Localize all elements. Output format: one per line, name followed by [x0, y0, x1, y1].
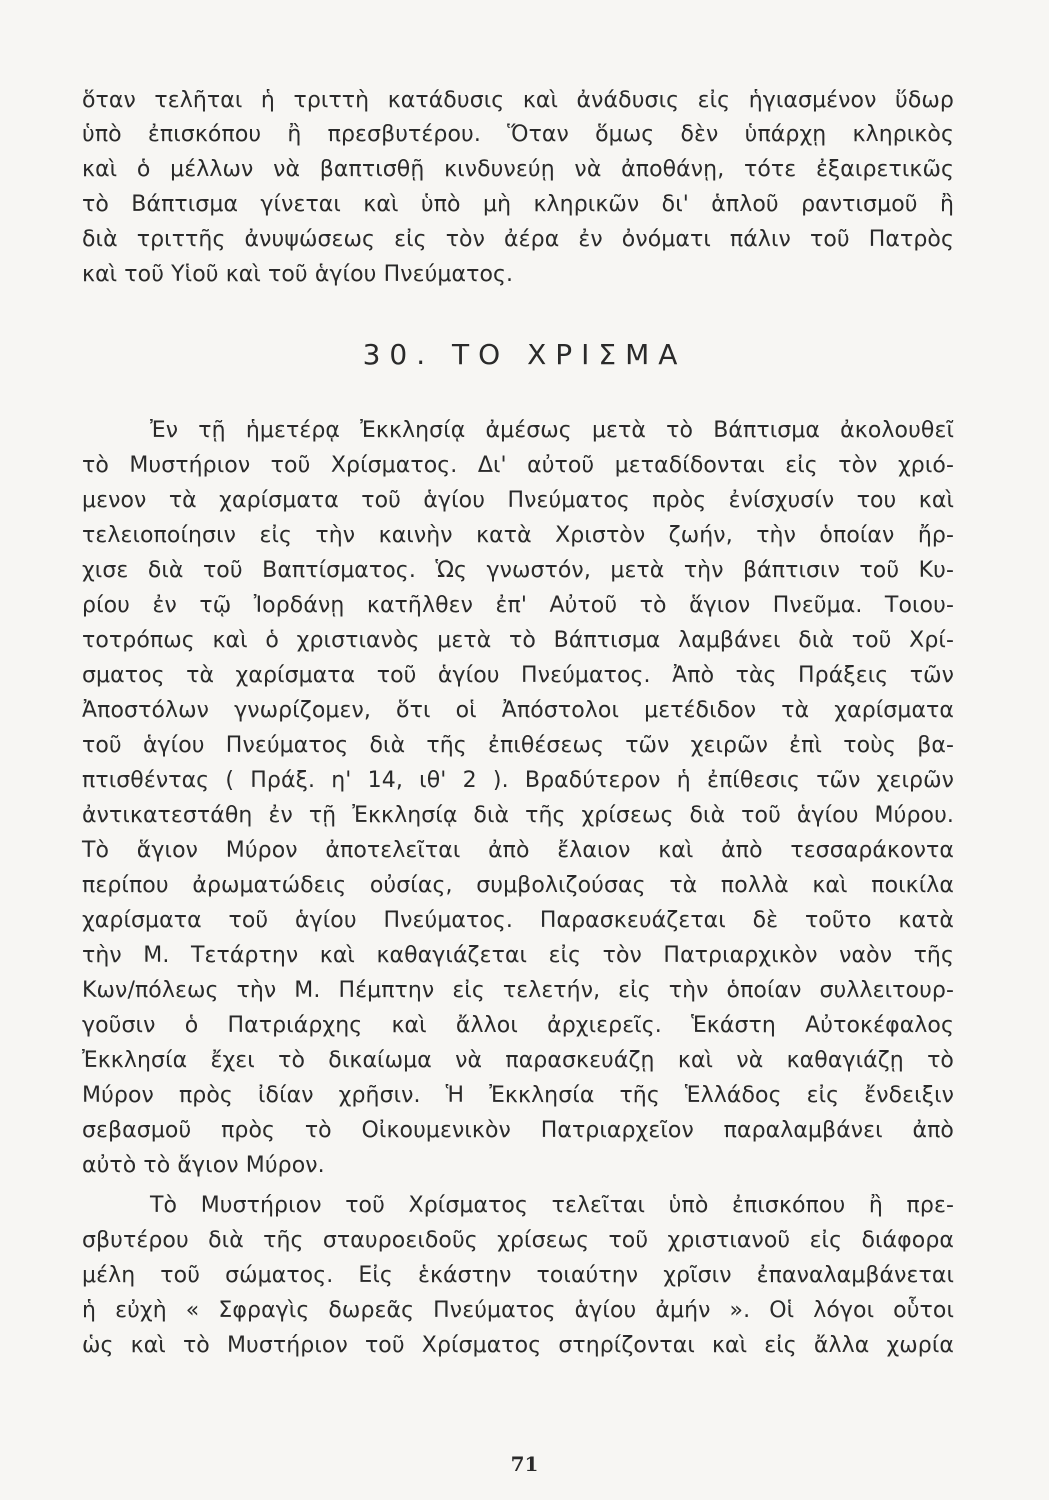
text-line: ὡς καὶ τὸ Μυστήριον τοῦ Χρίσματος στηρίζονται καὶ εἰς ἄλλα χωρία	[82, 1333, 954, 1358]
text-line: χαρίσματα τοῦ ἁγίου Πνεύματος. Παρασκευάζεται δὲ τοῦτο κατὰ	[82, 908, 954, 933]
text-line: καὶ ὁ μέλλων νὰ βαπτισθῇ κινδυνεύῃ νὰ ἀποθάνῃ, τότε ἐξαιρετικῶς	[82, 157, 954, 182]
text-line: ἀντικατεστάθη ἐν τῇ Ἐκκλησίᾳ διὰ τῆς χρίσεως διὰ τοῦ ἁγίου Μύρου.	[82, 803, 954, 828]
text-line: πτισθέντας ( Πράξ. η' 14, ιθ' 2 ). Βραδύτερον ἡ ἐπίθεσις τῶν χειρῶν	[82, 768, 954, 793]
text-line: τελειοποίησιν εἰς τὴν καινὴν κατὰ Χριστὸν ζωήν, τὴν ὁποίαν ἤρ-	[82, 523, 954, 548]
text-line: μενον τὰ χαρίσματα τοῦ ἁγίου Πνεύματος πρὸς ἐνίσχυσίν του καὶ	[82, 488, 954, 513]
text-line: Ἀποστόλων γνωρίζομεν, ὅτι οἱ Ἀπόστολοι μετέδιδον τὰ χαρίσματα	[82, 698, 954, 723]
text-line: χισε διὰ τοῦ Βαπτίσματος. Ὡς γνωστόν, μετὰ τὴν βάπτισιν τοῦ Κυ-	[82, 558, 954, 583]
text-line: Ἐκκλησία ἔχει τὸ δικαίωμα νὰ παρασκευάζῃ καὶ νὰ καθαγιάζῃ τὸ	[82, 1048, 954, 1073]
text-line: ὅταν τελῆται ἡ τριττὴ κατάδυσις καὶ ἀνάδυσις εἰς ἡγιασμένον ὕδωρ	[82, 88, 954, 113]
section-title: 30. ΤΟ ΧΡΙΣΜΑ	[362, 338, 687, 371]
text-line: ὑπὸ ἐπισκόπου ἢ πρεσβυτέρου. Ὅταν ὅμως δὲν ὑπάρχῃ κληρικὸς	[82, 122, 954, 147]
text-line: τὸ Μυστήριον τοῦ Χρίσματος. Δι' αὐτοῦ μεταδίδονται εἰς τὸν χριό-	[82, 453, 954, 478]
text-line: τὸ Βάπτισμα γίνεται καὶ ὑπὸ μὴ κληρικῶν δι' ἁπλοῦ ραντισμοῦ ἢ	[82, 192, 954, 217]
text-line: Μύρον πρὸς ἰδίαν χρῆσιν. Ἡ Ἐκκλησία τῆς Ἑλλάδος εἰς ἔνδειξιν	[82, 1083, 954, 1108]
text-line: τοῦ ἁγίου Πνεύματος διὰ τῆς ἐπιθέσεως τῶν χειρῶν ἐπὶ τοὺς βα-	[82, 733, 954, 758]
page-number: 71	[510, 1452, 539, 1476]
text-line: ρίου ἐν τῷ Ἰορδάνῃ κατῆλθεν ἐπ' Αὐτοῦ τὸ ἅγιον Πνεῦμα. Τοιου-	[82, 593, 954, 618]
text-line: Τὸ ἅγιον Μύρον ἀποτελεῖται ἀπὸ ἔλαιον καὶ ἀπὸ τεσσαράκοντα	[82, 838, 954, 863]
text-line: γοῦσιν ὁ Πατριάρχης καὶ ἄλλοι ἀρχιερεῖς. Ἑκάστη Αὐτοκέφαλος	[82, 1013, 954, 1038]
text-line: τὴν Μ. Τετάρτην καὶ καθαγιάζεται εἰς τὸν Πατριαρχικὸν ναὸν τῆς	[82, 943, 954, 968]
text-line: καὶ τοῦ Υἱοῦ καὶ τοῦ ἁγίου Πνεύματος.	[82, 262, 514, 287]
text-line: σβυτέρου διὰ τῆς σταυροειδοῦς χρίσεως τοῦ χριστιανοῦ εἰς διάφορα	[82, 1228, 954, 1253]
text-line: περίπου ἀρωματώδεις οὐσίας, συμβολιζούσας τὰ πολλὰ καὶ ποικίλα	[82, 873, 954, 898]
text-line: σεβασμοῦ πρὸς τὸ Οἰκουμενικὸν Πατριαρχεῖον παραλαμβάνει ἀπὸ	[82, 1118, 954, 1143]
text-line: Τὸ Μυστήριον τοῦ Χρίσματος τελεῖται ὑπὸ ἐπισκόπου ἢ πρε-	[150, 1193, 954, 1218]
text-line: Κων/πόλεως τὴν Μ. Πέμπτην εἰς τελετήν, εἰς τὴν ὁποίαν συλλειτουρ-	[82, 978, 954, 1003]
text-line: διὰ τριττῆς ἀνυψώσεως εἰς τὸν ἀέρα ἐν ὀνόματι πάλιν τοῦ Πατρὸς	[82, 227, 954, 252]
text-line: Ἐν τῇ ἡμετέρᾳ Ἐκκλησίᾳ ἀμέσως μετὰ τὸ Βάπτισμα ἀκολουθεῖ	[150, 418, 954, 443]
text-line: αὐτὸ τὸ ἅγιον Μύρον.	[82, 1153, 325, 1178]
text-line: τοτρόπως καὶ ὁ χριστιανὸς μετὰ τὸ Βάπτισμα λαμβάνει διὰ τοῦ Χρί-	[82, 628, 954, 653]
text-line: ἡ εὐχὴ « Σφραγὶς δωρεᾶς Πνεύματος ἁγίου ἀμήν ». Οἱ λόγοι οὗτοι	[82, 1298, 954, 1323]
text-line: σματος τὰ χαρίσματα τοῦ ἁγίου Πνεύματος. Ἀπὸ τὰς Πράξεις τῶν	[82, 663, 954, 688]
text-line: μέλη τοῦ σώματος. Εἰς ἑκάστην τοιαύτην χρῖσιν ἐπαναλαμβάνεται	[82, 1263, 954, 1288]
